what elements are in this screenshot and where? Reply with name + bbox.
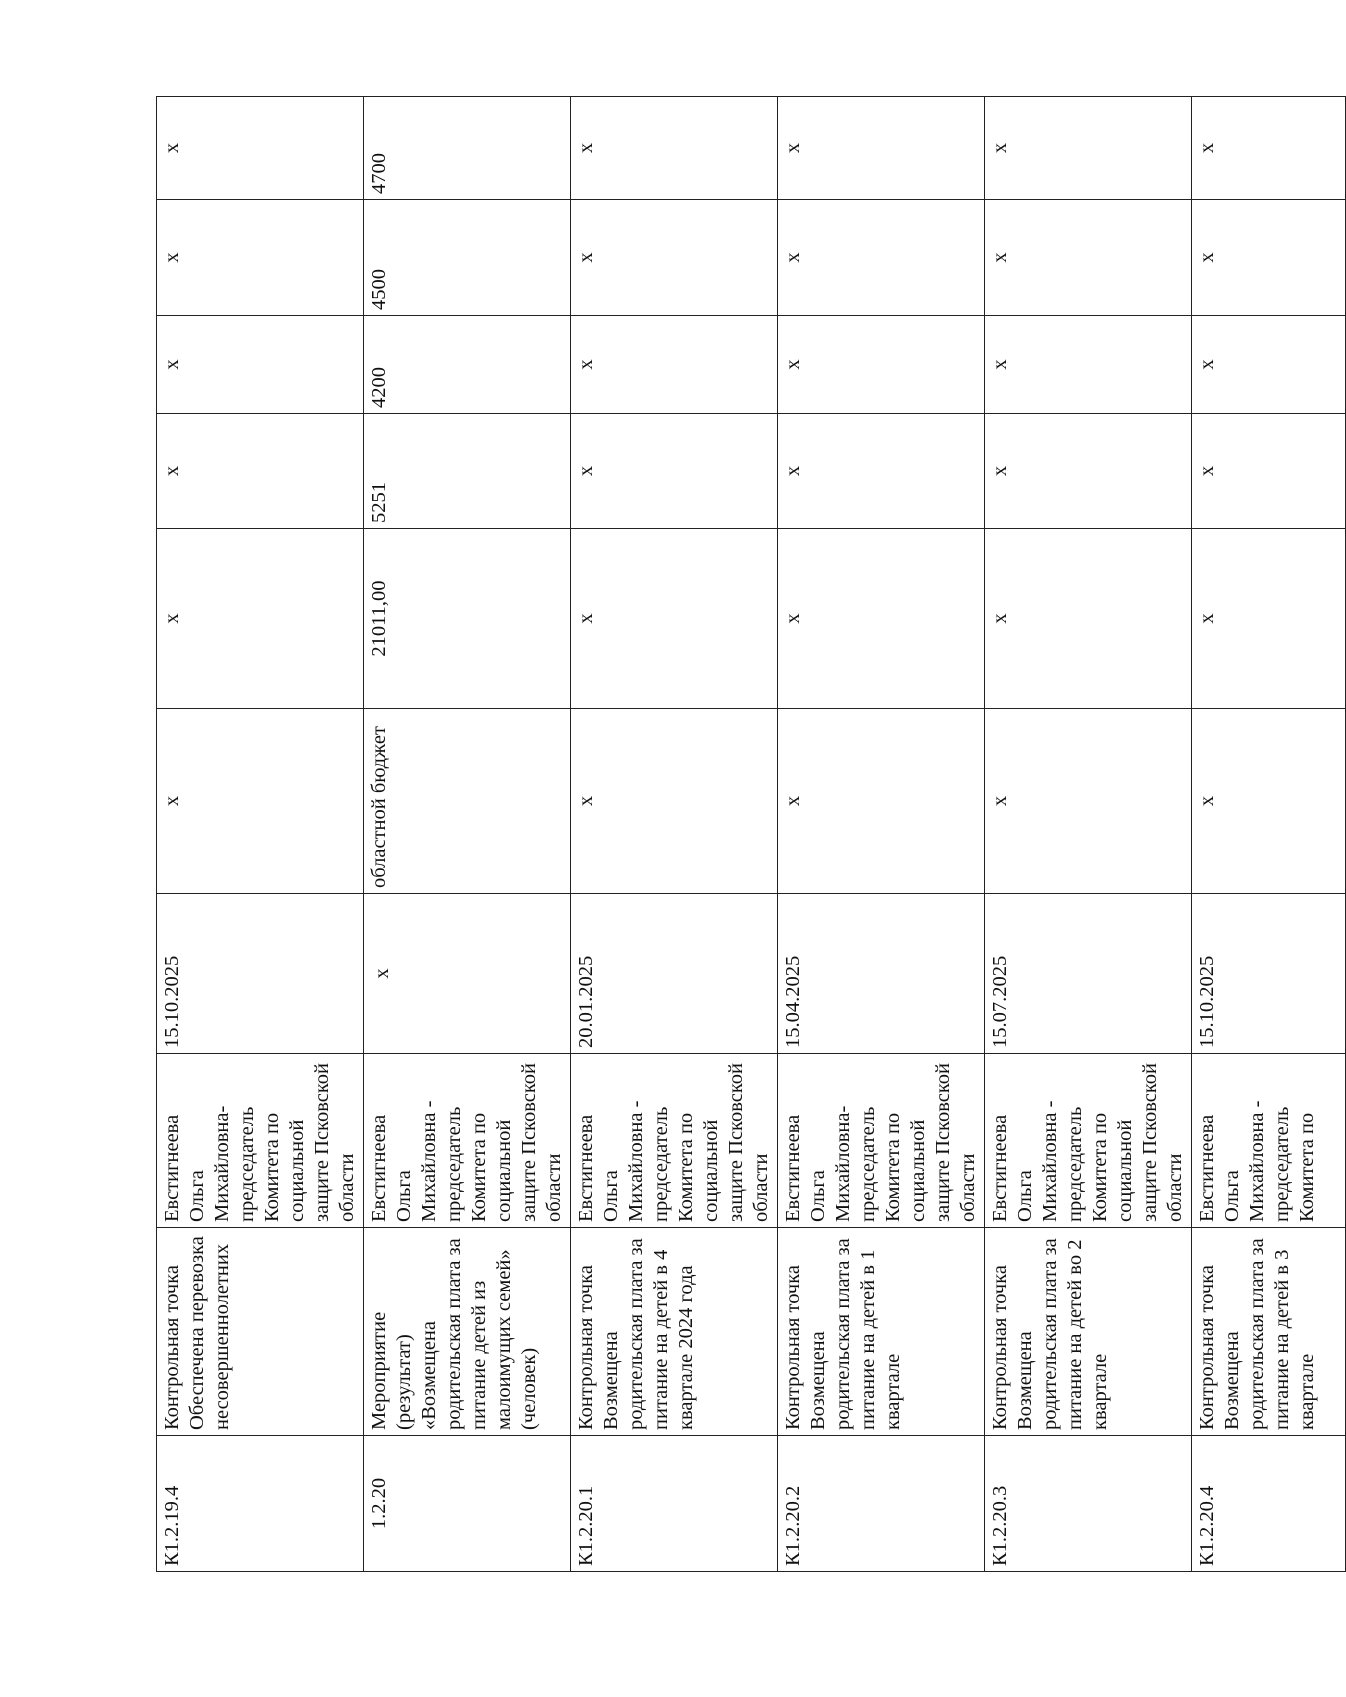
row-date: x bbox=[364, 894, 571, 1054]
row-value-1: x bbox=[571, 414, 778, 529]
row-value-4: x bbox=[778, 97, 985, 200]
row-responsible: Евстигнеева Ольга Михайловна- председатель Комитета по социальной защите Псковской области bbox=[778, 1054, 985, 1228]
row-responsible: Евстигнеева Ольга Михайловна - председатель Комитета по социальной защите Псковской области bbox=[571, 1054, 778, 1228]
row-value-4: x bbox=[985, 97, 1192, 200]
row-source: x bbox=[1192, 709, 1346, 894]
row-value-4: x bbox=[157, 97, 364, 200]
row-source: x bbox=[985, 709, 1192, 894]
row-date: 20.01.2025 bbox=[571, 894, 778, 1054]
row-number: К1.2.20.3 bbox=[985, 1436, 1192, 1572]
row-value-3: x bbox=[157, 200, 364, 316]
table-row bbox=[364, 97, 571, 1572]
table-row bbox=[571, 97, 778, 1572]
row-source: x bbox=[778, 709, 985, 894]
row-value-1: x bbox=[985, 414, 1192, 529]
row-name: Контрольная точка Возмещена родительская плата за питание на детей в 4 квартале 2024 года bbox=[571, 1228, 778, 1436]
row-responsible: Евстигнеева Ольга Михайловна - председатель Комитета по социальной защите Псковской области bbox=[364, 1054, 571, 1228]
row-number: К1.2.19.4 bbox=[157, 1436, 364, 1572]
row-responsible: Евстигнеева Ольга Михайловна - председатель Комитета по социальной защите Псковской области bbox=[985, 1054, 1192, 1228]
table-row bbox=[157, 97, 364, 1572]
row-name: Контрольная точка Обеспечена перевозка несовершеннолетних bbox=[157, 1228, 364, 1436]
row-value-2: x bbox=[1192, 316, 1346, 414]
row-name: Мероприятие (результат) «Возмещена родительская плата за питание детей из малоимущих семей» (человек) bbox=[364, 1228, 571, 1436]
row-source: x bbox=[571, 709, 778, 894]
row-date: 15.10.2025 bbox=[1192, 894, 1346, 1054]
row-name: Контрольная точка Возмещена родительская плата за питание на детей в 3 квартале bbox=[1192, 1228, 1346, 1436]
row-value-3: 4500 bbox=[364, 200, 571, 316]
row-value-4: 4700 bbox=[364, 97, 571, 200]
row-value-3: x bbox=[571, 200, 778, 316]
row-total: x bbox=[778, 529, 985, 709]
table-row bbox=[985, 97, 1192, 1572]
row-number: К1.2.20.1 bbox=[571, 1436, 778, 1572]
row-source: x bbox=[157, 709, 364, 894]
row-value-1: x bbox=[157, 414, 364, 529]
row-value-2: x bbox=[571, 316, 778, 414]
row-value-2: x bbox=[778, 316, 985, 414]
row-total: x bbox=[157, 529, 364, 709]
row-value-2: x bbox=[985, 316, 1192, 414]
row-value-3: x bbox=[985, 200, 1192, 316]
table-body bbox=[157, 97, 1346, 1572]
row-date: 15.10.2025 bbox=[157, 894, 364, 1054]
row-value-3: x bbox=[778, 200, 985, 316]
plan-table bbox=[156, 96, 1346, 1572]
row-name: Контрольная точка Возмещена родительская плата за питание на детей в 1 квартале bbox=[778, 1228, 985, 1436]
table-row bbox=[778, 97, 985, 1572]
row-value-3: x bbox=[1192, 200, 1346, 316]
row-date: 15.04.2025 bbox=[778, 894, 985, 1054]
row-value-4: x bbox=[1192, 97, 1346, 200]
rotated-page-content bbox=[156, 97, 1318, 1572]
row-total: x bbox=[985, 529, 1192, 709]
row-value-1: x bbox=[1192, 414, 1346, 529]
row-value-2: 4200 bbox=[364, 316, 571, 414]
row-number: 1.2.20 bbox=[364, 1436, 571, 1572]
row-name: Контрольная точка Возмещена родительская плата за питание на детей во 2 квартале bbox=[985, 1228, 1192, 1436]
row-date: 15.07.2025 bbox=[985, 894, 1192, 1054]
table-row bbox=[1192, 97, 1346, 1572]
row-value-2: x bbox=[157, 316, 364, 414]
row-responsible: Евстигнеева Ольга Михайловна - председатель Комитета по bbox=[1192, 1054, 1346, 1228]
row-value-1: x bbox=[778, 414, 985, 529]
row-value-1: 5251 bbox=[364, 414, 571, 529]
row-total: x bbox=[571, 529, 778, 709]
row-number: К1.2.20.4 bbox=[1192, 1436, 1346, 1572]
row-total: 21011,00 bbox=[364, 529, 571, 709]
row-number: К1.2.20.2 bbox=[778, 1436, 985, 1572]
row-total: x bbox=[1192, 529, 1346, 709]
row-responsible: Евстигнеева Ольга Михайловна- председатель Комитета по социальной защите Псковской области bbox=[157, 1054, 364, 1228]
row-value-4: x bbox=[571, 97, 778, 200]
row-source: областной бюджет bbox=[364, 709, 571, 894]
